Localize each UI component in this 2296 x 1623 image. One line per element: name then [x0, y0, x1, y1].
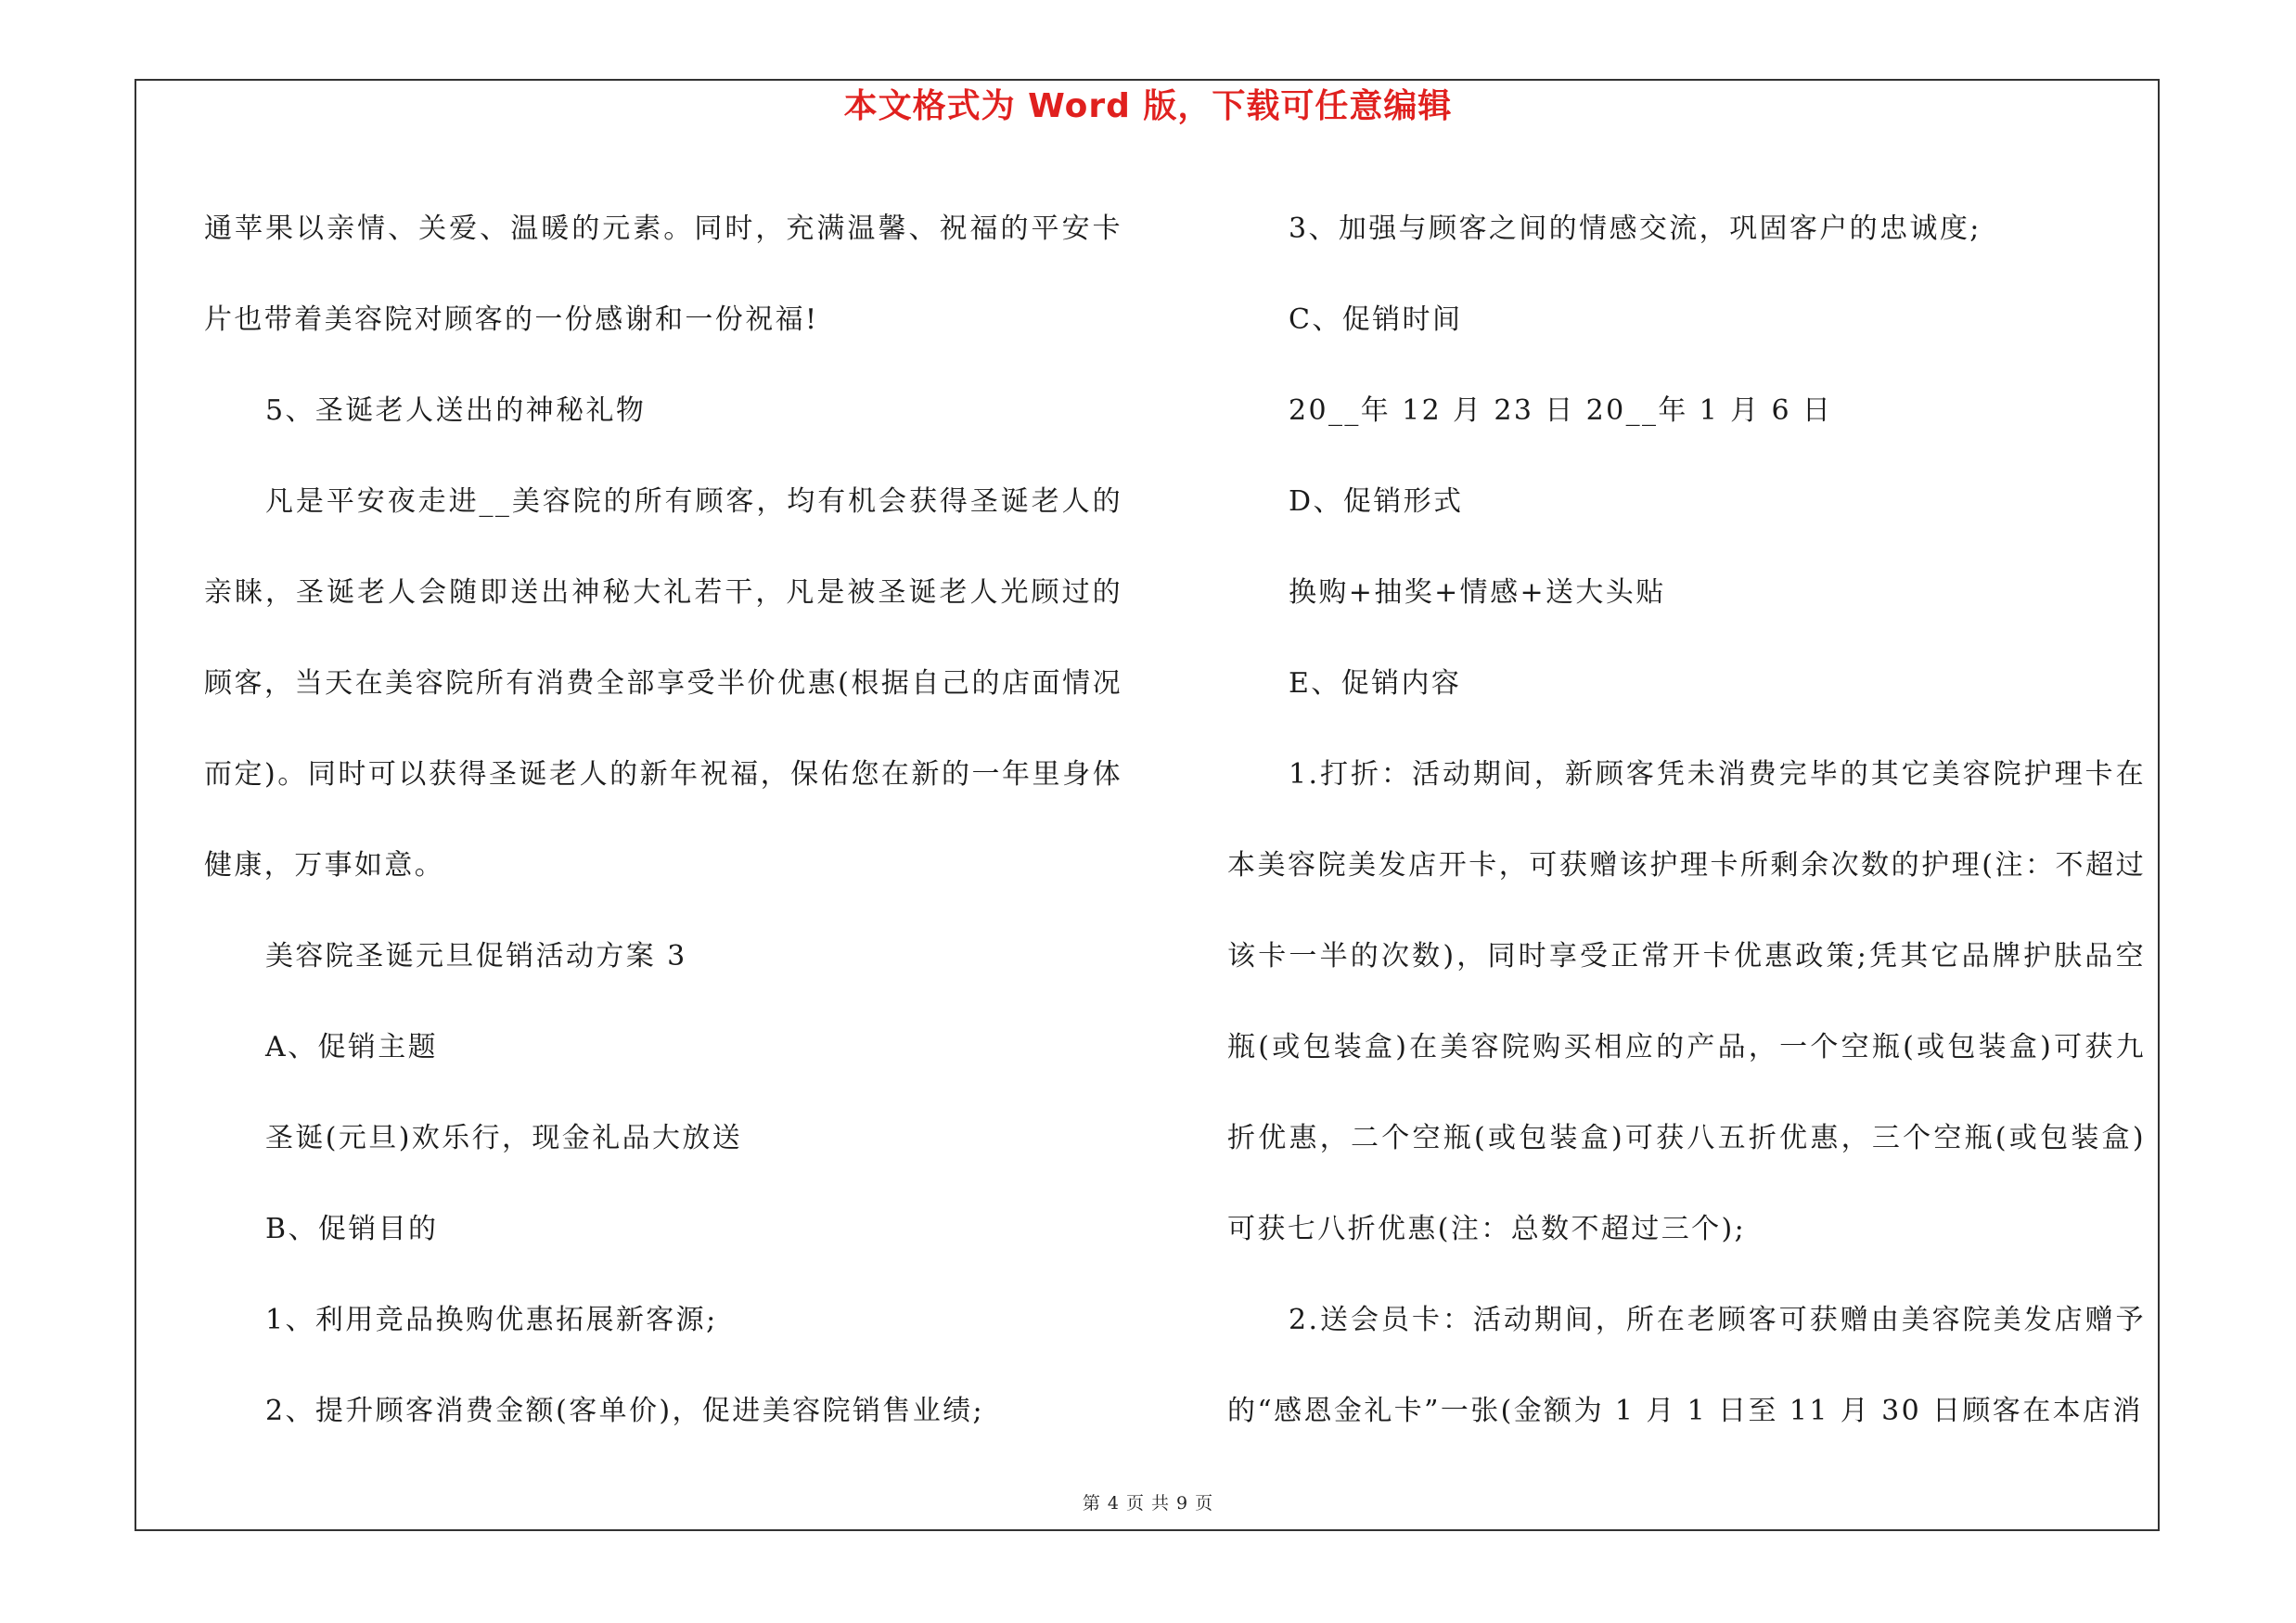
paragraph: 5、圣诞老人送出的神秘礼物 — [265, 394, 647, 427]
paragraph: E、促销内容 — [1289, 667, 1462, 700]
right-column — [1227, 184, 2146, 1457]
paragraph: 1、利用竞品换购优惠拓展新客源; — [265, 1304, 718, 1336]
paragraph: 20__年 12 月 23 日 20__年 1 月 6 日 — [1289, 394, 1833, 427]
paragraph: 美容院圣诞元旦促销活动方案 3 — [265, 940, 687, 973]
paragraph: 通苹果以亲情、关爱、温暖的元素。同时，充满温馨、祝福的平安卡片也带着美容院对顾客的一份感谢和一份祝福! — [204, 213, 1122, 336]
paragraph: B、促销目的 — [265, 1213, 439, 1245]
paragraph: 凡是平安夜走进__美容院的所有顾客，均有机会获得圣诞老人的亲睐，圣诞老人会随即送出神秘大礼若干，凡是被圣诞老人光顾过的顾客，当天在美容院所有消费全部享受半价优惠(根据自己的店面情况而定)。同时可以获得圣诞老人的新年祝福，保佑您在新的一年里身体健康，万事如意。 — [204, 485, 1122, 882]
header-banner: 本文格式为 Word 版，下载可任意编辑 — [843, 87, 1453, 125]
paragraph: 1.打折：活动期间，新顾客凭未消费完毕的其它美容院护理卡在本美容院美发店开卡，可获赠该护理卡所剩余次数的护理(注：不超过该卡一半的次数)，同时享受正常开卡优惠政策;凭其它品牌护肤品空瓶(或包装盒)在美容院购买相应的产品，一个空瓶(或包装盒)可获九折优惠，二个空瓶(或包装盒)可获八五折优惠，三个空瓶(或包装盒)可获七八折优惠(注：总数不超过三个); — [1227, 758, 2146, 1245]
paragraph: C、促销时间 — [1289, 303, 1463, 336]
page-footer: 第 4 页 共 9 页 — [1082, 1493, 1214, 1514]
left-column — [204, 184, 1122, 1457]
paragraph: A、促销主题 — [265, 1031, 439, 1063]
paragraph: 2.送会员卡：活动期间，所在老顾客可获赠由美容院美发店赠予的“感恩金礼卡”一张(金额为 1 月 1 日至 11 月 30 日顾客在本店消 — [1227, 1304, 2146, 1427]
paragraph: 圣诞(元旦)欢乐行，现金礼品大放送 — [265, 1122, 743, 1154]
paragraph: D、促销形式 — [1289, 485, 1464, 518]
paragraph: 3、加强与顾客之间的情感交流，巩固客户的忠诚度; — [1289, 213, 1982, 245]
paragraph: 2、提升顾客消费金额(客单价)，促进美容院销售业绩; — [265, 1395, 985, 1427]
paragraph: 换购+抽奖+情感+送大头贴 — [1289, 576, 1666, 609]
